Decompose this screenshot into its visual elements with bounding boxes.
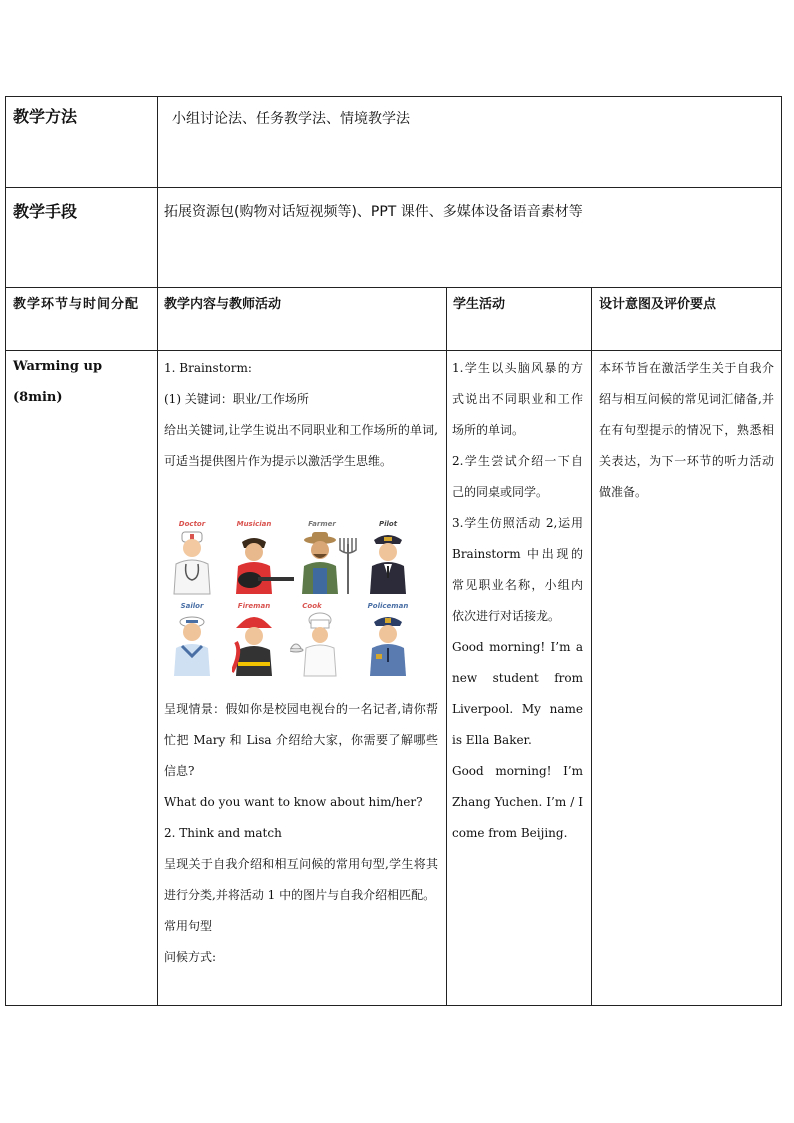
firefighter-icon: [232, 612, 282, 678]
method-label: 教学方法: [13, 107, 78, 126]
occupation-cook: [284, 602, 340, 682]
pilot-icon: [366, 530, 410, 596]
stage-time: (8min): [13, 390, 63, 405]
row-divider: [6, 350, 781, 351]
step1-title: 1. Brainstorm:: [164, 361, 252, 375]
teacher-activity-cont: [164, 694, 438, 973]
col-header-content: 教学内容与教师活动: [164, 297, 282, 312]
design-intent: 本环节旨在激活学生关于自我介绍与相互问候的常见词汇储备,并在有句型提示的情况下，熟悉相关表达，为下一环节的听力活动做准备。: [599, 361, 774, 499]
step2-title: 2. Think and match: [164, 826, 282, 840]
scenario-text: 呈现情景：假如你是校园电视台的一名记者,请你帮忙把 Mary 和 Lisa 介绍给大家，你需要了解哪些信息?: [164, 702, 438, 778]
col-header-stage: 教学环节与时间分配: [13, 297, 140, 312]
sailor-icon: [170, 612, 214, 678]
greeting-label: 问候方式:: [164, 950, 217, 964]
method-content: 小组讨论法、任务教学法、情境教学法: [172, 111, 410, 127]
doctor-icon: [170, 530, 214, 596]
common-phrases-label: 常用句型: [164, 919, 213, 933]
stage-title: Warming up: [13, 359, 103, 374]
col-divider: [591, 287, 592, 1005]
question-text: What do you want to know about him/her?: [164, 795, 423, 809]
row-divider: [6, 287, 781, 288]
step1-description: 给出关键词,让学生说出不同职业和工作场所的单词,可适当提供图片作为提示以激活学生思维。: [164, 423, 438, 468]
col-divider: [446, 287, 447, 1005]
step1-subtitle: (1) 关键词：职业/工作场所: [164, 392, 309, 406]
student-example-2: Good morning! I’m Zhang Yuchen. I’m / I come from Beijing.: [452, 764, 583, 840]
occupation-label: Pilot: [378, 520, 398, 528]
chef-hat-icon: [290, 612, 348, 678]
occupation-label: Doctor: [178, 520, 206, 528]
occupation-label: Fireman: [237, 602, 271, 610]
col-header-student: 学生活动: [453, 297, 506, 312]
student-activity-2: 2.学生尝试介绍一下自己的同桌或同学。: [452, 454, 583, 499]
guitar-icon: [232, 530, 302, 596]
row-divider: [6, 187, 781, 188]
step2-description: 呈现关于自我介绍和相互问候的常用句型,学生将其进行分类,并将活动 1 中的图片与自我介绍相匹配。: [164, 857, 438, 902]
occupation-pilot: [360, 520, 416, 600]
student-activity: [452, 353, 583, 849]
occupation-musician: [226, 520, 282, 600]
police-icon: [366, 612, 410, 678]
occupation-label: Policeman: [367, 602, 409, 610]
occupation-label: Musician: [236, 520, 272, 528]
occupation-doctor: [164, 520, 220, 600]
teacher-activity: [164, 353, 438, 477]
col-header-design: 设计意图及评价要点: [599, 297, 717, 312]
pitchfork-icon: [300, 530, 360, 596]
occupation-label: Farmer: [308, 520, 336, 528]
student-example-1: Good morning! I’m a new student from Liverpool. My name is Ella Baker.: [452, 640, 583, 747]
means-label: 教学手段: [13, 202, 78, 221]
occupation-label: Sailor: [180, 602, 204, 610]
occupation-farmer: [294, 520, 350, 600]
col-divider: [157, 97, 158, 1005]
occupation-sailor: [164, 602, 220, 682]
stage-name: [13, 351, 102, 413]
means-content: 拓展资源包(购物对话短视频等)、PPT 课件、多媒体设备语音素材等: [164, 204, 583, 220]
occupation-label: Cook: [302, 602, 322, 610]
student-activity-1: 1.学生以头脑风暴的方式说出不同职业和工作场所的单词。: [452, 361, 583, 437]
occupation-fireman: [226, 602, 282, 682]
occupation-pictures: [164, 520, 414, 680]
occupation-policeman: [360, 602, 416, 682]
student-activity-3: 3.学生仿照活动 2,运用 Brainstorm 中出现的常见职业名称，小组内依次进行对话接龙。: [452, 516, 583, 623]
